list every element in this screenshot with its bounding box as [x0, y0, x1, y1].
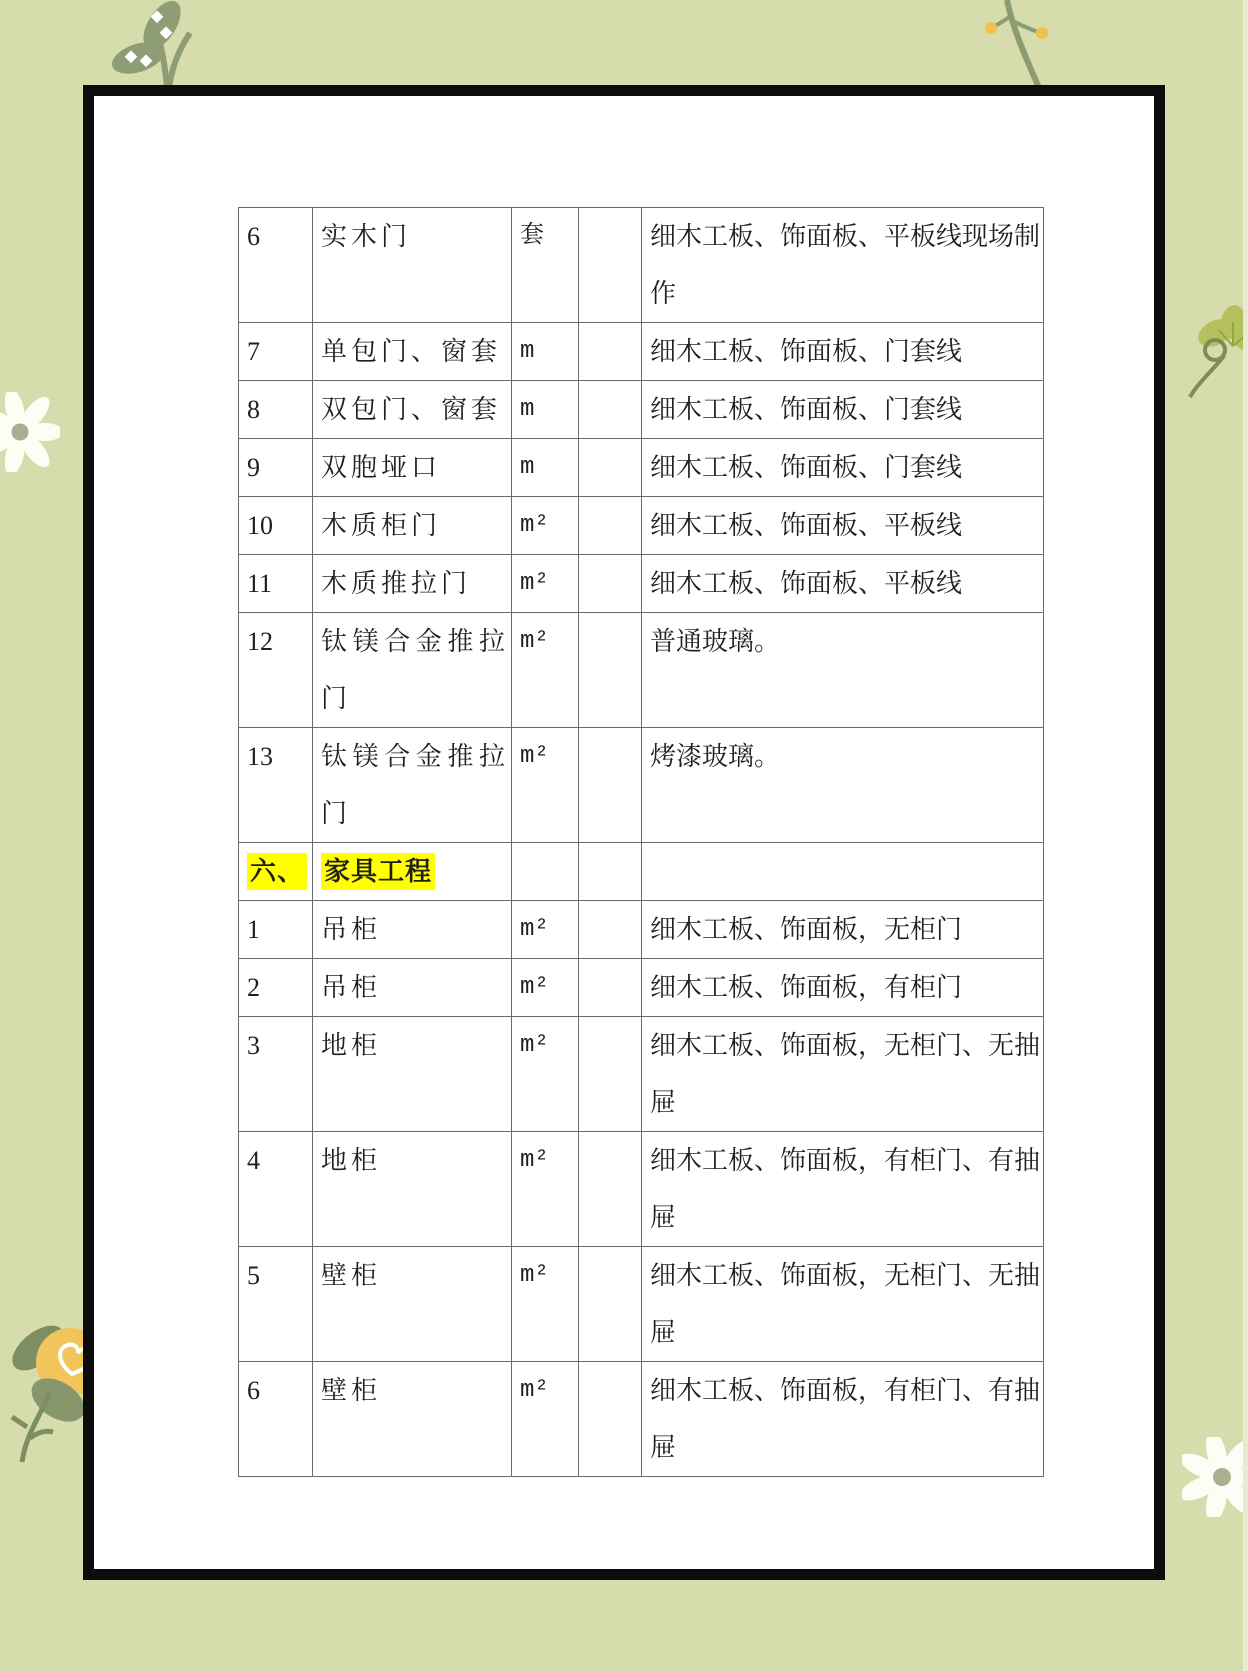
cell-item: 木质柜门 [313, 497, 512, 555]
table-row [239, 323, 1044, 381]
cell-unit: m [512, 381, 579, 439]
cell-unit: m² [512, 1017, 579, 1132]
photo-edge-strip [1243, 0, 1248, 1671]
cell-item: 钛镁合金推拉门 [313, 728, 512, 843]
cell-unit: m² [512, 1362, 579, 1477]
cell-desc: 细木工板、饰面板、平板线 [642, 497, 1044, 555]
cell-no: 6 [239, 1362, 313, 1477]
cell-item: 双胞垭口 [313, 439, 512, 497]
cell-item: 双包门、窗套 [313, 381, 512, 439]
cell-qty [579, 1362, 642, 1477]
table-row [239, 497, 1044, 555]
cell-qty [579, 1247, 642, 1362]
cell-qty [579, 901, 642, 959]
cell-no: 9 [239, 439, 313, 497]
cell-unit: m² [512, 613, 579, 728]
cell-qty [579, 1132, 642, 1247]
table-row [239, 381, 1044, 439]
cell-item: 壁柜 [313, 1362, 512, 1477]
cell-unit: m² [512, 901, 579, 959]
cell-unit: m² [512, 1132, 579, 1247]
cell-desc: 细木工板、饰面板、平板线 [642, 555, 1044, 613]
cell-no: 1 [239, 901, 313, 959]
cell-item: 木质推拉门 [313, 555, 512, 613]
table-row [239, 439, 1044, 497]
cell-qty [579, 959, 642, 1017]
cell-qty [579, 728, 642, 843]
table-row [239, 901, 1044, 959]
twig-icon [975, 0, 1055, 90]
cell-desc: 细木工板、饰面板，无柜门 [642, 901, 1044, 959]
cell-qty [579, 497, 642, 555]
cell-no: 6 [239, 208, 313, 323]
cell-unit: m² [512, 1247, 579, 1362]
daisy-icon-bottom-right [1182, 1437, 1248, 1517]
cell-qty [579, 323, 642, 381]
cell-unit: m [512, 323, 579, 381]
cell-item: 吊柜 [313, 901, 512, 959]
green-flower-icon [1185, 298, 1248, 408]
cell-item: 壁柜 [313, 1247, 512, 1362]
document-page [83, 85, 1165, 1580]
cell-no: 7 [239, 323, 313, 381]
cell-unit: 套 [512, 208, 579, 323]
cell-qty [579, 381, 642, 439]
cell-no: 3 [239, 1017, 313, 1132]
cell-desc: 细木工板、饰面板、门套线 [642, 439, 1044, 497]
cell-item: 实木门 [313, 208, 512, 323]
cell-qty [579, 1017, 642, 1132]
price-table [238, 207, 1044, 1477]
table-row [239, 1362, 1044, 1477]
daisy-icon-left [0, 392, 60, 472]
cell-desc: 细木工板、饰面板、门套线 [642, 323, 1044, 381]
table-row [239, 728, 1044, 843]
cell-qty [579, 439, 642, 497]
cell-no: 8 [239, 381, 313, 439]
cell-no: 4 [239, 1132, 313, 1247]
cell-no: 13 [239, 728, 313, 843]
cell-unit: m [512, 439, 579, 497]
cell-desc: 普通玻璃。 [642, 613, 1044, 728]
cell-no: 10 [239, 497, 313, 555]
table-row [239, 208, 1044, 323]
cell-qty [579, 613, 642, 728]
cell-no: 12 [239, 613, 313, 728]
cell-item: 地柜 [313, 1132, 512, 1247]
cell-unit: m² [512, 555, 579, 613]
cell-desc: 烤漆玻璃。 [642, 728, 1044, 843]
cell-unit [512, 843, 579, 901]
cell-qty [579, 555, 642, 613]
cell-desc: 细木工板、饰面板、门套线 [642, 381, 1044, 439]
cell-unit: m² [512, 497, 579, 555]
table-row [239, 959, 1044, 1017]
table-row [239, 1132, 1044, 1247]
cell-qty [579, 843, 642, 901]
section-header-row [239, 843, 1044, 901]
cell-no: 2 [239, 959, 313, 1017]
table-row [239, 1017, 1044, 1132]
table-row [239, 555, 1044, 613]
cell-section-no [239, 843, 313, 901]
cell-desc: 细木工板、饰面板，无柜门、无抽屉 [642, 1247, 1044, 1362]
cell-no: 5 [239, 1247, 313, 1362]
cell-desc [642, 843, 1044, 901]
table-row [239, 613, 1044, 728]
cell-qty [579, 208, 642, 323]
cell-desc: 细木工板、饰面板，有柜门、有抽屉 [642, 1132, 1044, 1247]
section-title-highlight: 家具工程 [321, 853, 435, 890]
cell-item: 吊柜 [313, 959, 512, 1017]
cell-item: 地柜 [313, 1017, 512, 1132]
cell-section-title [313, 843, 512, 901]
section-number-highlight: 六、 [247, 853, 307, 890]
table-row [239, 1247, 1044, 1362]
cell-desc: 细木工板、饰面板，有柜门、有抽屉 [642, 1362, 1044, 1477]
cell-desc: 细木工板、饰面板、平板线现场制作 [642, 208, 1044, 323]
cell-item: 单包门、窗套 [313, 323, 512, 381]
cell-item: 钛镁合金推拉门 [313, 613, 512, 728]
cell-desc: 细木工板、饰面板，无柜门、无抽屉 [642, 1017, 1044, 1132]
cell-desc: 细木工板、饰面板，有柜门 [642, 959, 1044, 1017]
cell-unit: m² [512, 728, 579, 843]
cell-no: 11 [239, 555, 313, 613]
cell-unit: m² [512, 959, 579, 1017]
